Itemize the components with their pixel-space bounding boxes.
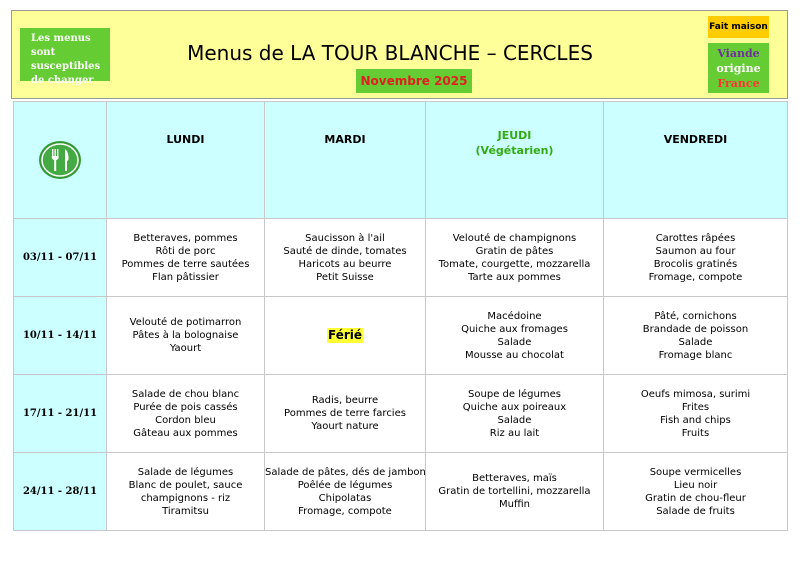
dish: Gratin de tortellini, mozzarella (438, 486, 591, 497)
menu-jeudi (426, 453, 604, 531)
dish: Salade de chou blanc (131, 388, 240, 400)
dish: Lieu noir (673, 479, 718, 491)
jeudi-label: JEUDI (497, 129, 532, 142)
dish: Pommes de terre farcies (284, 408, 406, 419)
dish: Rôti de porc (155, 245, 216, 257)
month-badge: Novembre 2025 (356, 69, 472, 93)
dish: Soupe de légumes (468, 388, 561, 400)
dish: Pâtes à la bolognaise (132, 330, 239, 341)
dish: Salade de fruits (656, 505, 735, 517)
dish: Fromage blanc (658, 349, 733, 361)
dish: Betteraves, maïs (472, 473, 557, 484)
dish: Pommes de terre sautées (121, 258, 250, 270)
menu-vendredi (604, 297, 788, 375)
dish: Radis, beurre (311, 395, 379, 406)
dish: Salade de légumes (137, 466, 234, 478)
menu-lundi (107, 297, 265, 375)
dish: Muffin (499, 499, 530, 510)
dish: Blanc de poulet, sauce (128, 479, 243, 491)
dish: Haricots au beurre (298, 258, 392, 270)
menu-vendredi (604, 375, 788, 453)
origin-france: France (717, 77, 760, 90)
dish: Macédoine (487, 310, 542, 322)
menu-table (13, 101, 788, 531)
dish: Riz au lait (489, 427, 540, 439)
ferie-badge: Férié (327, 328, 363, 342)
dish: Brandade de poisson (642, 323, 749, 335)
menu-mardi (265, 453, 426, 531)
dish: Yaourt nature (311, 421, 379, 432)
menu-lundi (107, 219, 265, 297)
dish: Saucisson à l'ail (305, 232, 385, 244)
week-row (14, 375, 788, 453)
page-title: Menus de LA TOUR BLANCHE – CERCLES (187, 41, 593, 65)
week-dates: 17/11 - 21/11 (14, 375, 107, 453)
dish: Yaourt (169, 343, 202, 354)
dish: Quiche aux poireaux (462, 401, 567, 413)
dish: Gâteau aux pommes (133, 427, 238, 439)
week-row (14, 219, 788, 297)
day-header-vendredi: VENDREDI (604, 102, 788, 219)
dish: Velouté de champignons (452, 232, 577, 244)
day-header-mardi: MARDI (265, 102, 426, 219)
dish: Salade (497, 336, 532, 348)
dish: Velouté de potimarron (129, 317, 242, 328)
dish: Pâté, cornichons (654, 310, 737, 322)
dish: Gratin de chou-fleur (645, 492, 746, 504)
header-row (14, 102, 788, 219)
logo-cell (14, 102, 107, 219)
menu-jeudi (426, 219, 604, 297)
menu-mardi (265, 297, 426, 375)
week-dates: 10/11 - 14/11 (14, 297, 107, 375)
dish: Petit Suisse (316, 271, 374, 283)
menu-jeudi (426, 375, 604, 453)
menu-vendredi (604, 453, 788, 531)
dish: Fromage, compote (648, 271, 743, 283)
dish: Carottes râpées (655, 232, 736, 244)
dish: Purée de pois cassés (133, 401, 238, 413)
dish: Salade (497, 414, 532, 426)
dish: Tomate, courgette, mozzarella (438, 258, 591, 270)
dish: Salade (678, 336, 713, 348)
dish: Fruits (681, 427, 710, 439)
dish: Fromage, compote (298, 505, 392, 517)
dish: Frites (681, 401, 710, 413)
fork-knife-icon (38, 140, 82, 180)
dish: Soupe vermicelles (649, 466, 742, 478)
origin-origine: origine (716, 62, 761, 75)
dish: Mousse au chocolat (465, 349, 564, 361)
dish: Saumon au four (655, 245, 736, 257)
dish: Brocolis gratinés (653, 258, 738, 270)
menu-mardi (265, 375, 426, 453)
dish: Quiche aux fromages (461, 323, 568, 335)
menu-lundi (107, 375, 265, 453)
dish: Oeufs mimosa, surimi (640, 388, 751, 400)
jeudi-vegetarien: (Végétarien) (475, 144, 554, 157)
dish: Tarte aux pommes (468, 271, 561, 283)
dish: Flan pâtissier (152, 271, 219, 283)
dish: Salade de pâtes, dés de jambon (265, 466, 426, 478)
dish: Gratin de pâtes (475, 245, 554, 257)
dish: Cordon bleu (155, 414, 216, 426)
menu-vendredi (604, 219, 788, 297)
week-row (14, 453, 788, 531)
dish: Chipolatas (318, 492, 372, 504)
menu-lundi (107, 453, 265, 531)
dish: Betteraves, pommes (133, 232, 238, 244)
dish: Tiramitsu (162, 505, 209, 517)
dish: Fish and chips (660, 414, 731, 426)
menu-jeudi (426, 297, 604, 375)
origin-badge (708, 43, 769, 93)
disclaimer-note: Les menus sont susceptibles de changer (20, 28, 110, 81)
dish: champignons - riz (140, 492, 231, 504)
menu-mardi (265, 219, 426, 297)
day-header-lundi: LUNDI (107, 102, 265, 219)
week-row (14, 297, 788, 375)
week-dates: 03/11 - 07/11 (14, 219, 107, 297)
dish: Sauté de dinde, tomates (283, 245, 407, 257)
day-header-jeudi (426, 102, 604, 219)
week-dates: 24/11 - 28/11 (14, 453, 107, 531)
fait-maison-badge: Fait maison (708, 16, 769, 38)
dish: Poêlée de légumes (297, 479, 393, 491)
origin-viande: Viande (717, 47, 760, 60)
